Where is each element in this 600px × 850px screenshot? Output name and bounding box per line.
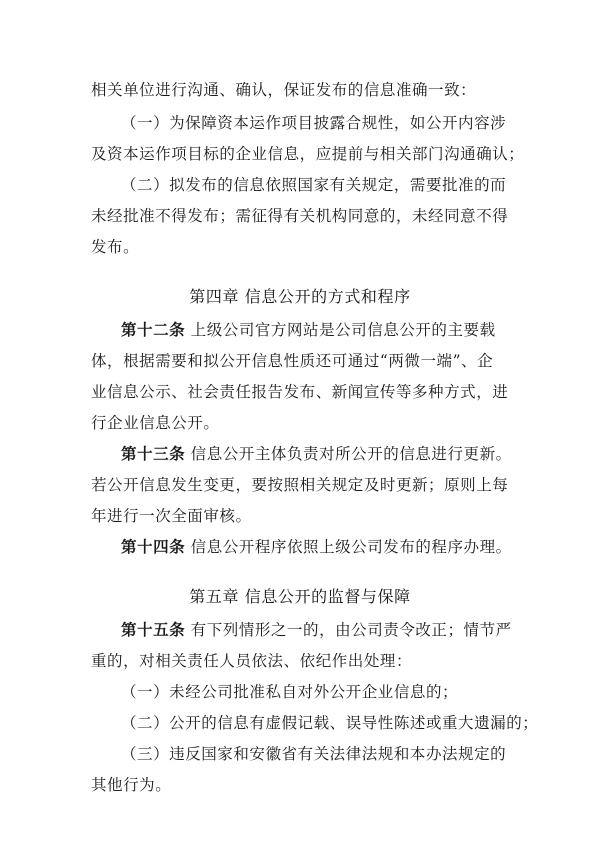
text-line: （三）违反国家和安徽省有关法律法规和本办法规定的 (121, 745, 507, 763)
article-line (121, 620, 512, 640)
article-text: 有下列情形之一的，由公司责令改正；情节严 (185, 621, 512, 639)
text-line: （一）未经公司批准私自对外公开企业信息的； (121, 683, 459, 701)
text-line: 体，根据需要和拟公开信息性质还可通过“两微一端”、企 (91, 352, 494, 370)
text-line: 业信息公示、社会责任报告发布、新闻宣传等多种方式，进 (91, 383, 509, 401)
text-line: （二）公开的信息有虚假记载、误导性陈述或重大遗漏的； (121, 714, 539, 732)
article-label: 第十三条 (121, 445, 186, 463)
article-label: 第十五条 (121, 621, 186, 639)
text-line: 年进行一次全面审核。 (91, 507, 252, 525)
text-line: （一）为保障资本运作项目披露合规性，如公开内容涉 (121, 114, 507, 132)
article-text: 信息公开主体负责对所公开的信息进行更新。 (185, 445, 512, 463)
text-line: （二）拟发布的信息依照国家有关规定，需要批准的而 (121, 176, 507, 194)
text-line: 重的，对相关责任人员依法、依纪作出处理： (91, 652, 413, 670)
article-line (121, 320, 496, 340)
article-line (121, 444, 512, 464)
text-line: 及资本运作项目标的企业信息，应提前与相关部门沟通确认； (91, 145, 525, 163)
article-label: 第十二条 (121, 321, 186, 339)
article-label: 第十四条 (121, 538, 186, 556)
chapter-heading: 第五章 信息公开的监督与保障 (189, 587, 411, 606)
text-line: 发布。 (91, 238, 140, 256)
text-line: 行企业信息公开。 (91, 414, 220, 432)
chapter-heading: 第四章 信息公开的方式和程序 (189, 287, 411, 306)
article-text: 上级公司官方网站是公司信息公开的主要载 (185, 321, 496, 339)
article-line (121, 537, 512, 557)
text-line: 相关单位进行沟通、确认，保证发布的信息准确一致： (91, 81, 477, 99)
article-text: 信息公开程序依照上级公司发布的程序办理。 (185, 538, 512, 556)
text-line: 未经批准不得发布；需征得有关机构同意的，未经同意不得 (91, 207, 509, 225)
text-line: 若公开信息发生变更，要按照相关规定及时更新；原则上每 (91, 476, 509, 494)
text-line: 其他行为。 (91, 776, 172, 794)
